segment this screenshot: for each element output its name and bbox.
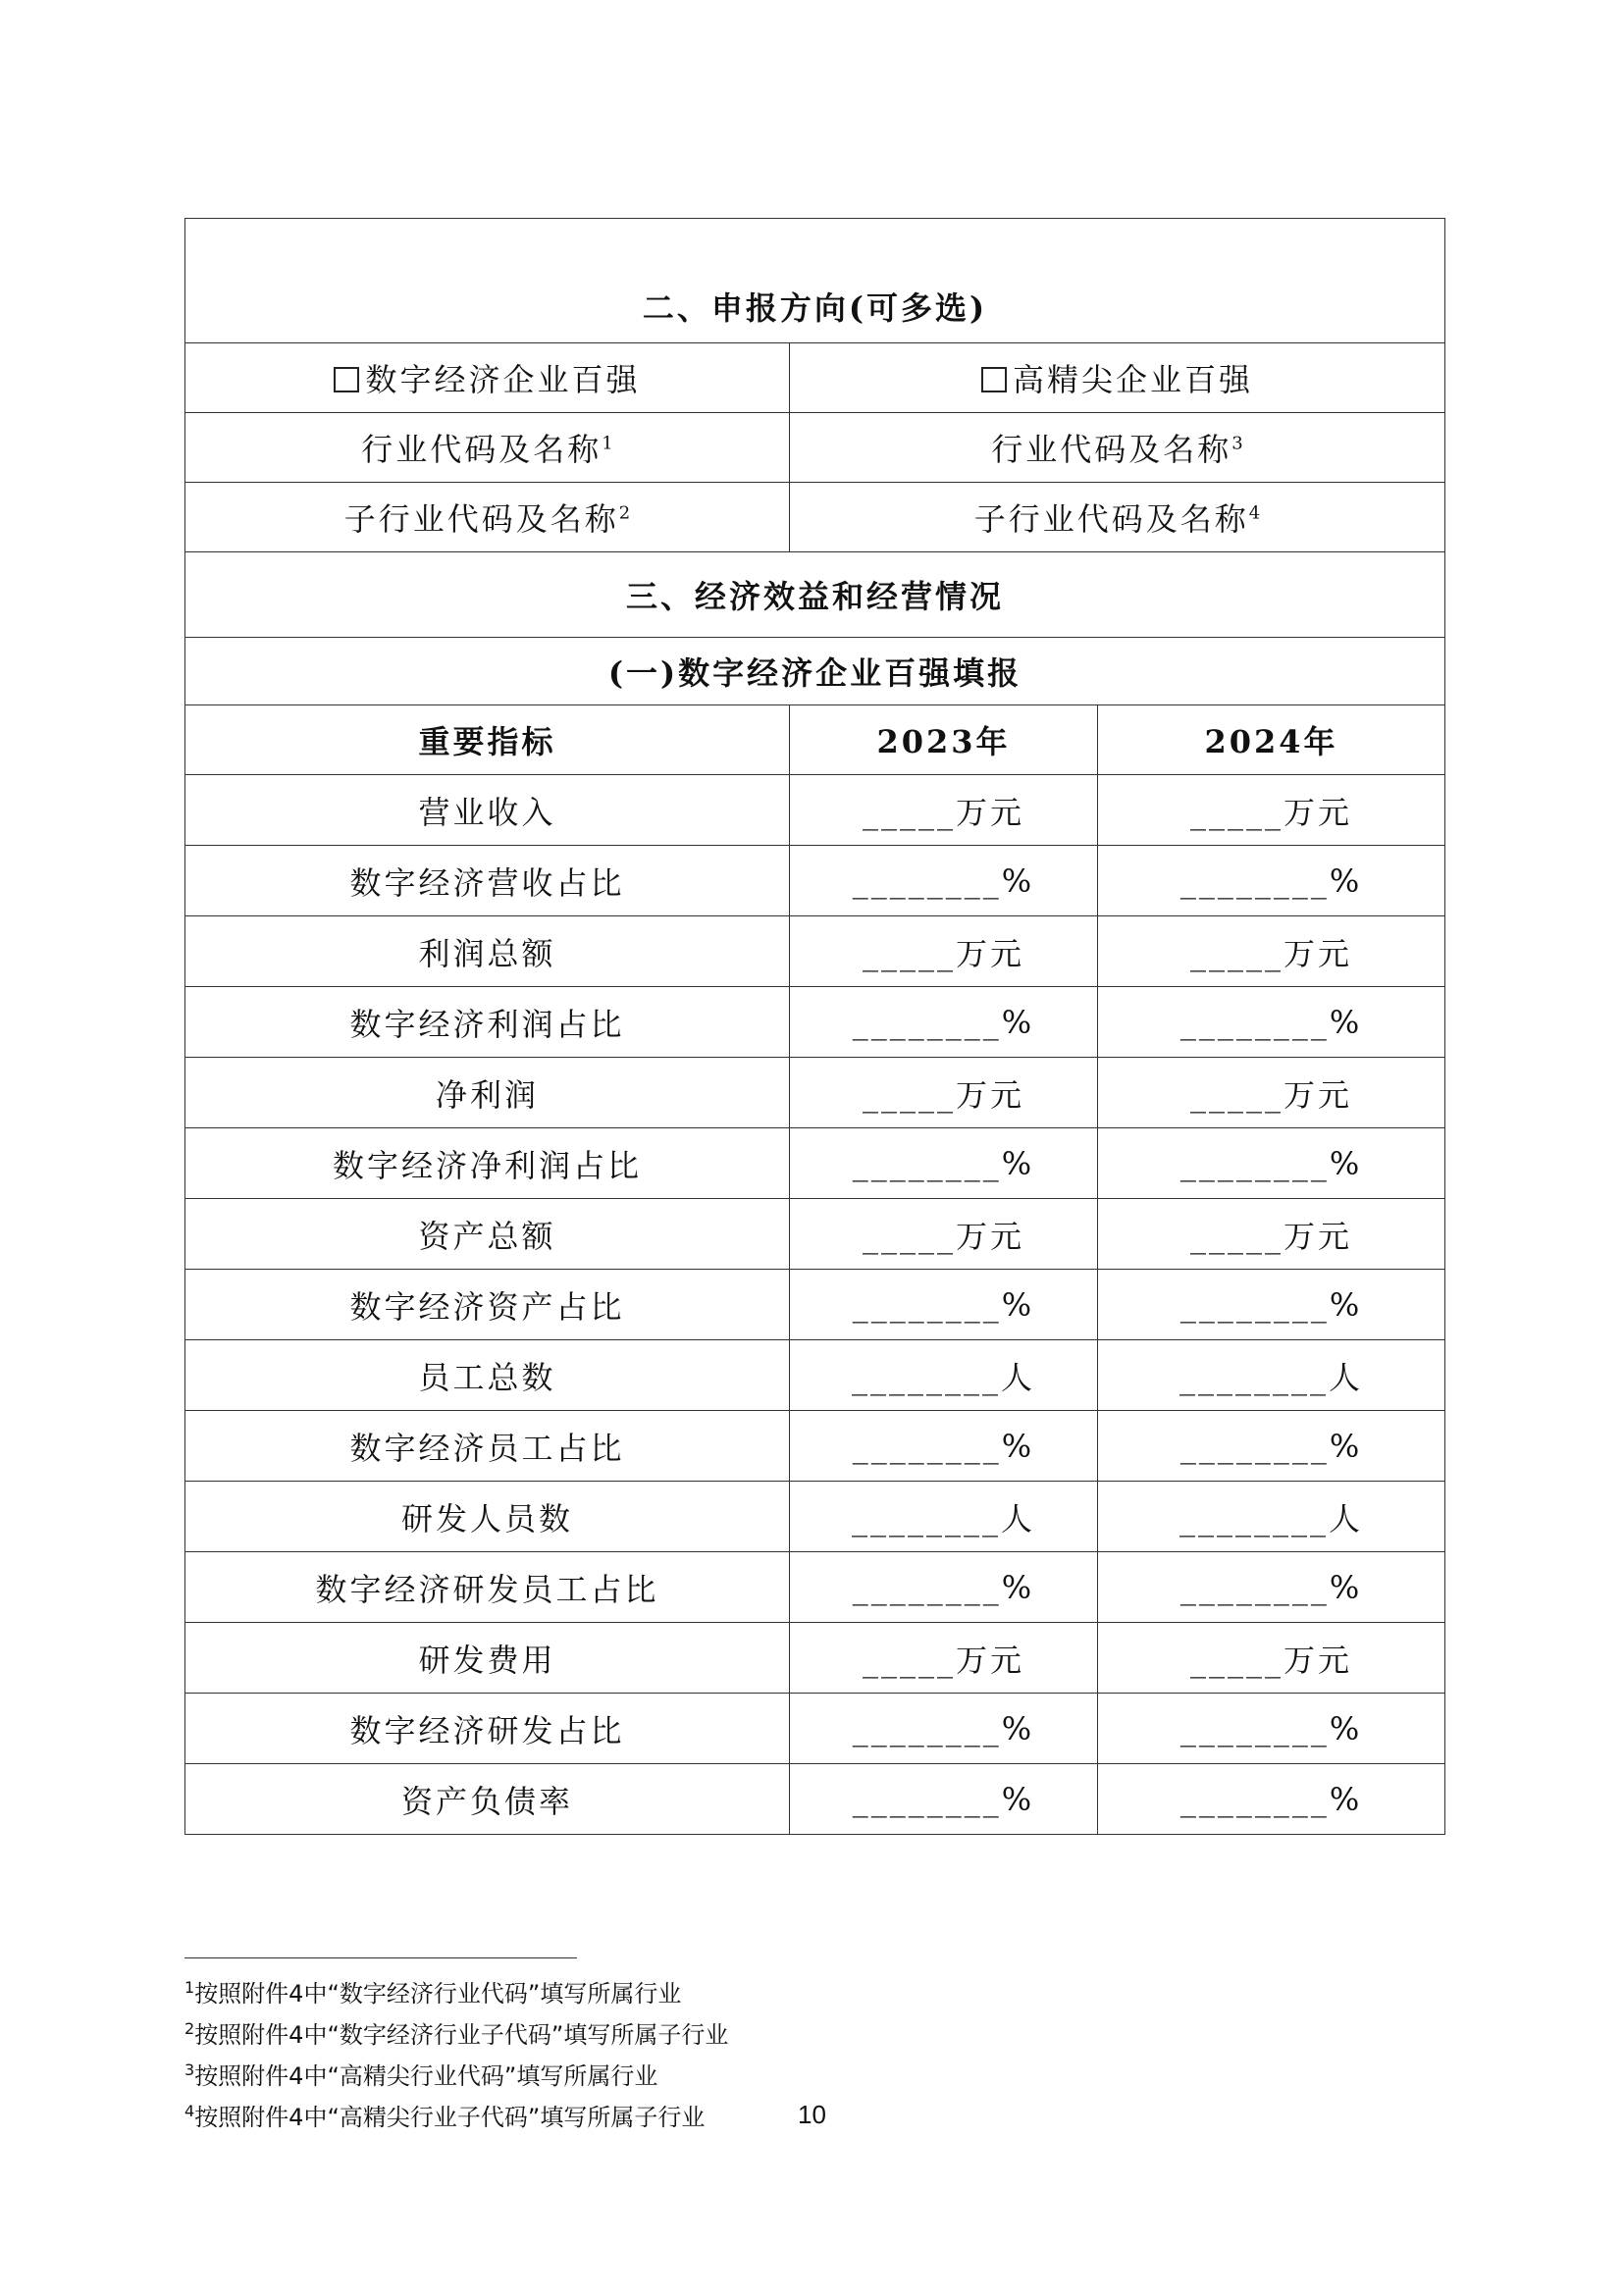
sub-industry-code-field-left: 子行业代码及名称$^2$ <box>185 483 790 552</box>
table-row <box>185 775 1445 846</box>
value-2024-field[interactable]: ________% <box>1098 1411 1445 1482</box>
indicator-name: 员工总数 <box>185 1340 790 1411</box>
sub-industry-code-field-right: 子行业代码及名称$^4$ <box>790 483 1445 552</box>
value-2023-field[interactable]: _____万元 <box>790 1199 1098 1270</box>
value-2024-field[interactable]: ________% <box>1098 1552 1445 1623</box>
value-2024-field[interactable]: ________人 <box>1098 1482 1445 1552</box>
value-2024-field[interactable]: ________% <box>1098 846 1445 916</box>
checkbox-icon[interactable] <box>334 367 359 392</box>
sub-industry-code-row <box>185 483 1445 552</box>
value-2024-field[interactable]: ________% <box>1098 1764 1445 1835</box>
value-2023-field[interactable]: _____万元 <box>790 1623 1098 1694</box>
footnote-divider <box>184 1957 577 1958</box>
value-2023-field[interactable]: ________% <box>790 1694 1098 1764</box>
indicator-name: 研发费用 <box>185 1623 790 1694</box>
value-2024-field[interactable]: _____万元 <box>1098 775 1445 846</box>
value-2023-field[interactable]: ________% <box>790 1128 1098 1199</box>
indicator-rows <box>185 775 1445 1835</box>
footnote-ref: 1 <box>602 433 613 454</box>
footnote-ref: 4 <box>1248 502 1261 524</box>
table-header-row <box>185 705 1445 775</box>
table-row <box>185 987 1445 1058</box>
indicator-name: 营业收入 <box>185 775 790 846</box>
footnote-item <box>184 2011 728 2053</box>
value-2024-field[interactable]: _____万元 <box>1098 1623 1445 1694</box>
value-2023-field[interactable]: ________人 <box>790 1482 1098 1552</box>
value-2023-field[interactable]: _____万元 <box>790 1058 1098 1128</box>
industry-code-field-left: 行业代码及名称$^1$ <box>185 413 790 483</box>
value-2023-field[interactable]: ________% <box>790 1411 1098 1482</box>
table-row <box>185 1270 1445 1340</box>
indicator-name: 数字经济研发占比 <box>185 1694 790 1764</box>
table-row <box>185 1694 1445 1764</box>
header-indicator: 重要指标 <box>185 705 790 775</box>
header-2024: 2024年 <box>1098 705 1445 775</box>
value-2024-field[interactable]: ________% <box>1098 1128 1445 1199</box>
table-row <box>185 1411 1445 1482</box>
footnote-text: 按照附件4中“高精尖行业子代码”填写所属子行业 <box>194 2104 706 2131</box>
value-2023-field[interactable]: ________% <box>790 987 1098 1058</box>
indicator-name: 资产总额 <box>185 1199 790 1270</box>
table-row <box>185 1340 1445 1411</box>
indicator-name: 净利润 <box>185 1058 790 1128</box>
indicator-name: 数字经济净利润占比 <box>185 1128 790 1199</box>
indicator-name: 数字经济员工占比 <box>185 1411 790 1482</box>
footnote-ref: 3 <box>1231 433 1243 454</box>
table-row <box>185 916 1445 987</box>
footnote-item <box>184 2053 728 2094</box>
table-row <box>185 1128 1445 1199</box>
value-2023-field[interactable]: ________% <box>790 1270 1098 1340</box>
value-2024-field[interactable]: ________% <box>1098 1270 1445 1340</box>
indicator-name: 数字经济研发员工占比 <box>185 1552 790 1623</box>
value-2024-field[interactable]: ________人 <box>1098 1340 1445 1411</box>
table-row <box>185 1623 1445 1694</box>
table-row <box>185 1482 1445 1552</box>
option-label: 数字经济企业百强 <box>365 361 641 398</box>
section2-title: 二、申报方向(可多选) <box>185 219 1445 343</box>
footnote-text: 按照附件4中“数字经济行业子代码”填写所属子行业 <box>194 2021 729 2049</box>
indicator-name: 数字经济营收占比 <box>185 846 790 916</box>
direction-options-row <box>185 343 1445 413</box>
footnote-number: 1 <box>184 1978 195 1997</box>
option-high-tech-top100[interactable] <box>790 343 1445 413</box>
table-row <box>185 846 1445 916</box>
value-2023-field[interactable]: ________% <box>790 1764 1098 1835</box>
option-label: 高精尖企业百强 <box>1013 361 1254 398</box>
table-row <box>185 1058 1445 1128</box>
industry-code-row <box>185 413 1445 483</box>
value-2024-field[interactable]: _____万元 <box>1098 1058 1445 1128</box>
footnote-item <box>184 1970 728 2011</box>
value-2023-field[interactable]: ________人 <box>790 1340 1098 1411</box>
footnote-number: 4 <box>184 2102 195 2120</box>
page-number: 10 <box>798 2100 826 2129</box>
value-2023-field[interactable]: _____万元 <box>790 916 1098 987</box>
application-form-table <box>184 218 1445 1835</box>
value-2024-field[interactable]: ________% <box>1098 987 1445 1058</box>
value-2024-field[interactable]: ________% <box>1098 1694 1445 1764</box>
value-2023-field[interactable]: _____万元 <box>790 775 1098 846</box>
section3-title: 三、经济效益和经营情况 <box>185 552 1445 638</box>
table-row <box>185 1199 1445 1270</box>
indicator-name: 利润总额 <box>185 916 790 987</box>
section3-subtitle-row <box>185 638 1445 705</box>
option-digital-economy-top100[interactable] <box>185 343 790 413</box>
value-2024-field[interactable]: _____万元 <box>1098 1199 1445 1270</box>
value-2023-field[interactable]: ________% <box>790 846 1098 916</box>
indicator-name: 数字经济资产占比 <box>185 1270 790 1340</box>
footnote-text: 按照附件4中“数字经济行业代码”填写所属行业 <box>194 1980 682 2008</box>
section2-title-row <box>185 219 1445 343</box>
footnote-text: 按照附件4中“高精尖行业代码”填写所属行业 <box>194 2062 658 2090</box>
footnote-ref: 2 <box>618 502 631 524</box>
indicator-name: 数字经济利润占比 <box>185 987 790 1058</box>
table-row <box>185 1552 1445 1623</box>
section3-title-row <box>185 552 1445 638</box>
table-row <box>185 1764 1445 1835</box>
industry-code-field-right: 行业代码及名称$^3$ <box>790 413 1445 483</box>
section3-subtitle: (一)数字经济企业百强填报 <box>185 638 1445 705</box>
header-2023: 2023年 <box>790 705 1098 775</box>
footnote-number: 3 <box>184 2060 195 2079</box>
checkbox-icon[interactable] <box>981 367 1007 392</box>
value-2023-field[interactable]: ________% <box>790 1552 1098 1623</box>
footnote-number: 2 <box>184 2019 195 2038</box>
indicator-name: 资产负债率 <box>185 1764 790 1835</box>
indicator-name: 研发人员数 <box>185 1482 790 1552</box>
value-2024-field[interactable]: _____万元 <box>1098 916 1445 987</box>
